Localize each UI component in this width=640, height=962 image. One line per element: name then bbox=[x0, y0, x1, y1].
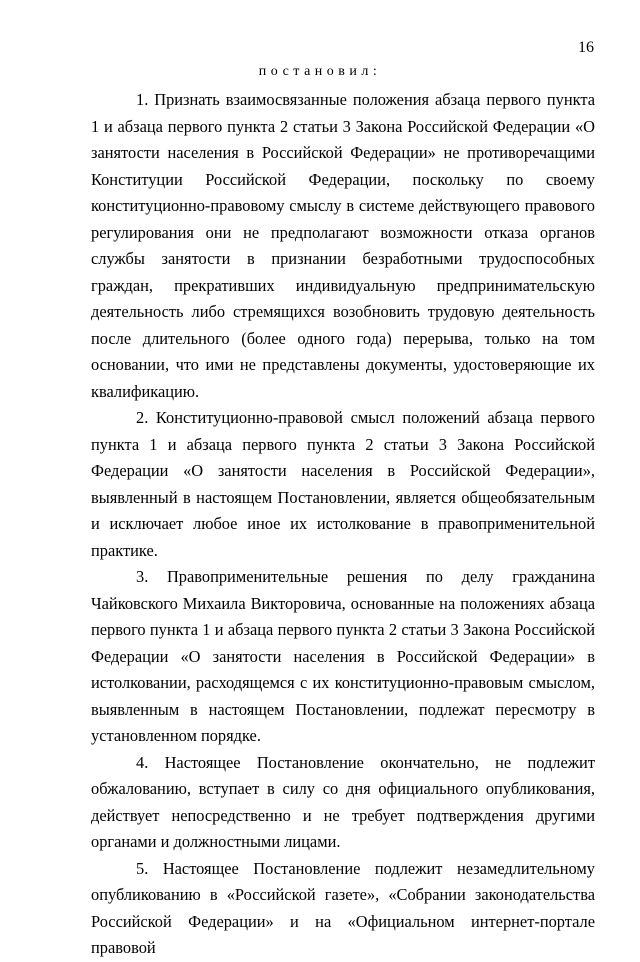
paragraph-1: 1. Признать взаимосвязанные положения абзаца первого пункта 1 и абзаца первого пункта 2 статьи 3 Закона Российской Федерации «О занятости населения в Российской Федерации» не противоречащими Конституции Российской Федерации, поскольку по своему конституционно-правовому смыслу в системе действующего правового регулирования они не предполагают возможности отказа органов службы занятости в признании безработными трудоспособных граждан, прекративших индивидуальную предпринимательскую деятельность либо стремящихся возобновить трудовую деятельность после длительного (более одного года) перерыва, только на том основании, что ими не представлены документы, удостоверяющие их квалификацию. bbox=[91, 90, 595, 401]
paragraph-5: 5. Настоящее Постановление подлежит незамедлительному опубликованию в «Российской газете», «Собрании законодательства Российской Федерации» и на «Официальном интернет-портале правовой bbox=[91, 858, 595, 957]
decision-heading: постановил: bbox=[258, 64, 382, 79]
document-body bbox=[91, 87, 595, 962]
paragraph-4: 4. Настоящее Постановление окончательно, не подлежит обжалованию, вступает в силу со дня официального опубликования, действует непосредственно и не требует подтверждения другими органами и должностными лицами. bbox=[91, 752, 595, 851]
paragraph-2: 2. Конституционно-правовой смысл положений абзаца первого пункта 1 и абзаца первого пункта 2 статьи 3 Закона Российской Федерации «О занятости населения в Российской Федерации», выявленный в настоящем Постановлении, является общеобязательным и исключает любое иное их истолкование в правоприменительной практике. bbox=[91, 408, 595, 560]
paragraph-3: 3. Правоприменительные решения по делу гражданина Чайковского Михаила Викторовича, основанные на положениях абзаца первого пункта 1 и абзаца первого пункта 2 статьи 3 Закона Российской Федерации «О занятости населения в Российской Федерации» в истолковании, расходящемся с их конституционно-правовым смыслом, выявленным в настоящем Постановлении, подлежат пересмотру в установленном порядке. bbox=[91, 567, 595, 745]
page-number: 16 bbox=[578, 39, 594, 56]
